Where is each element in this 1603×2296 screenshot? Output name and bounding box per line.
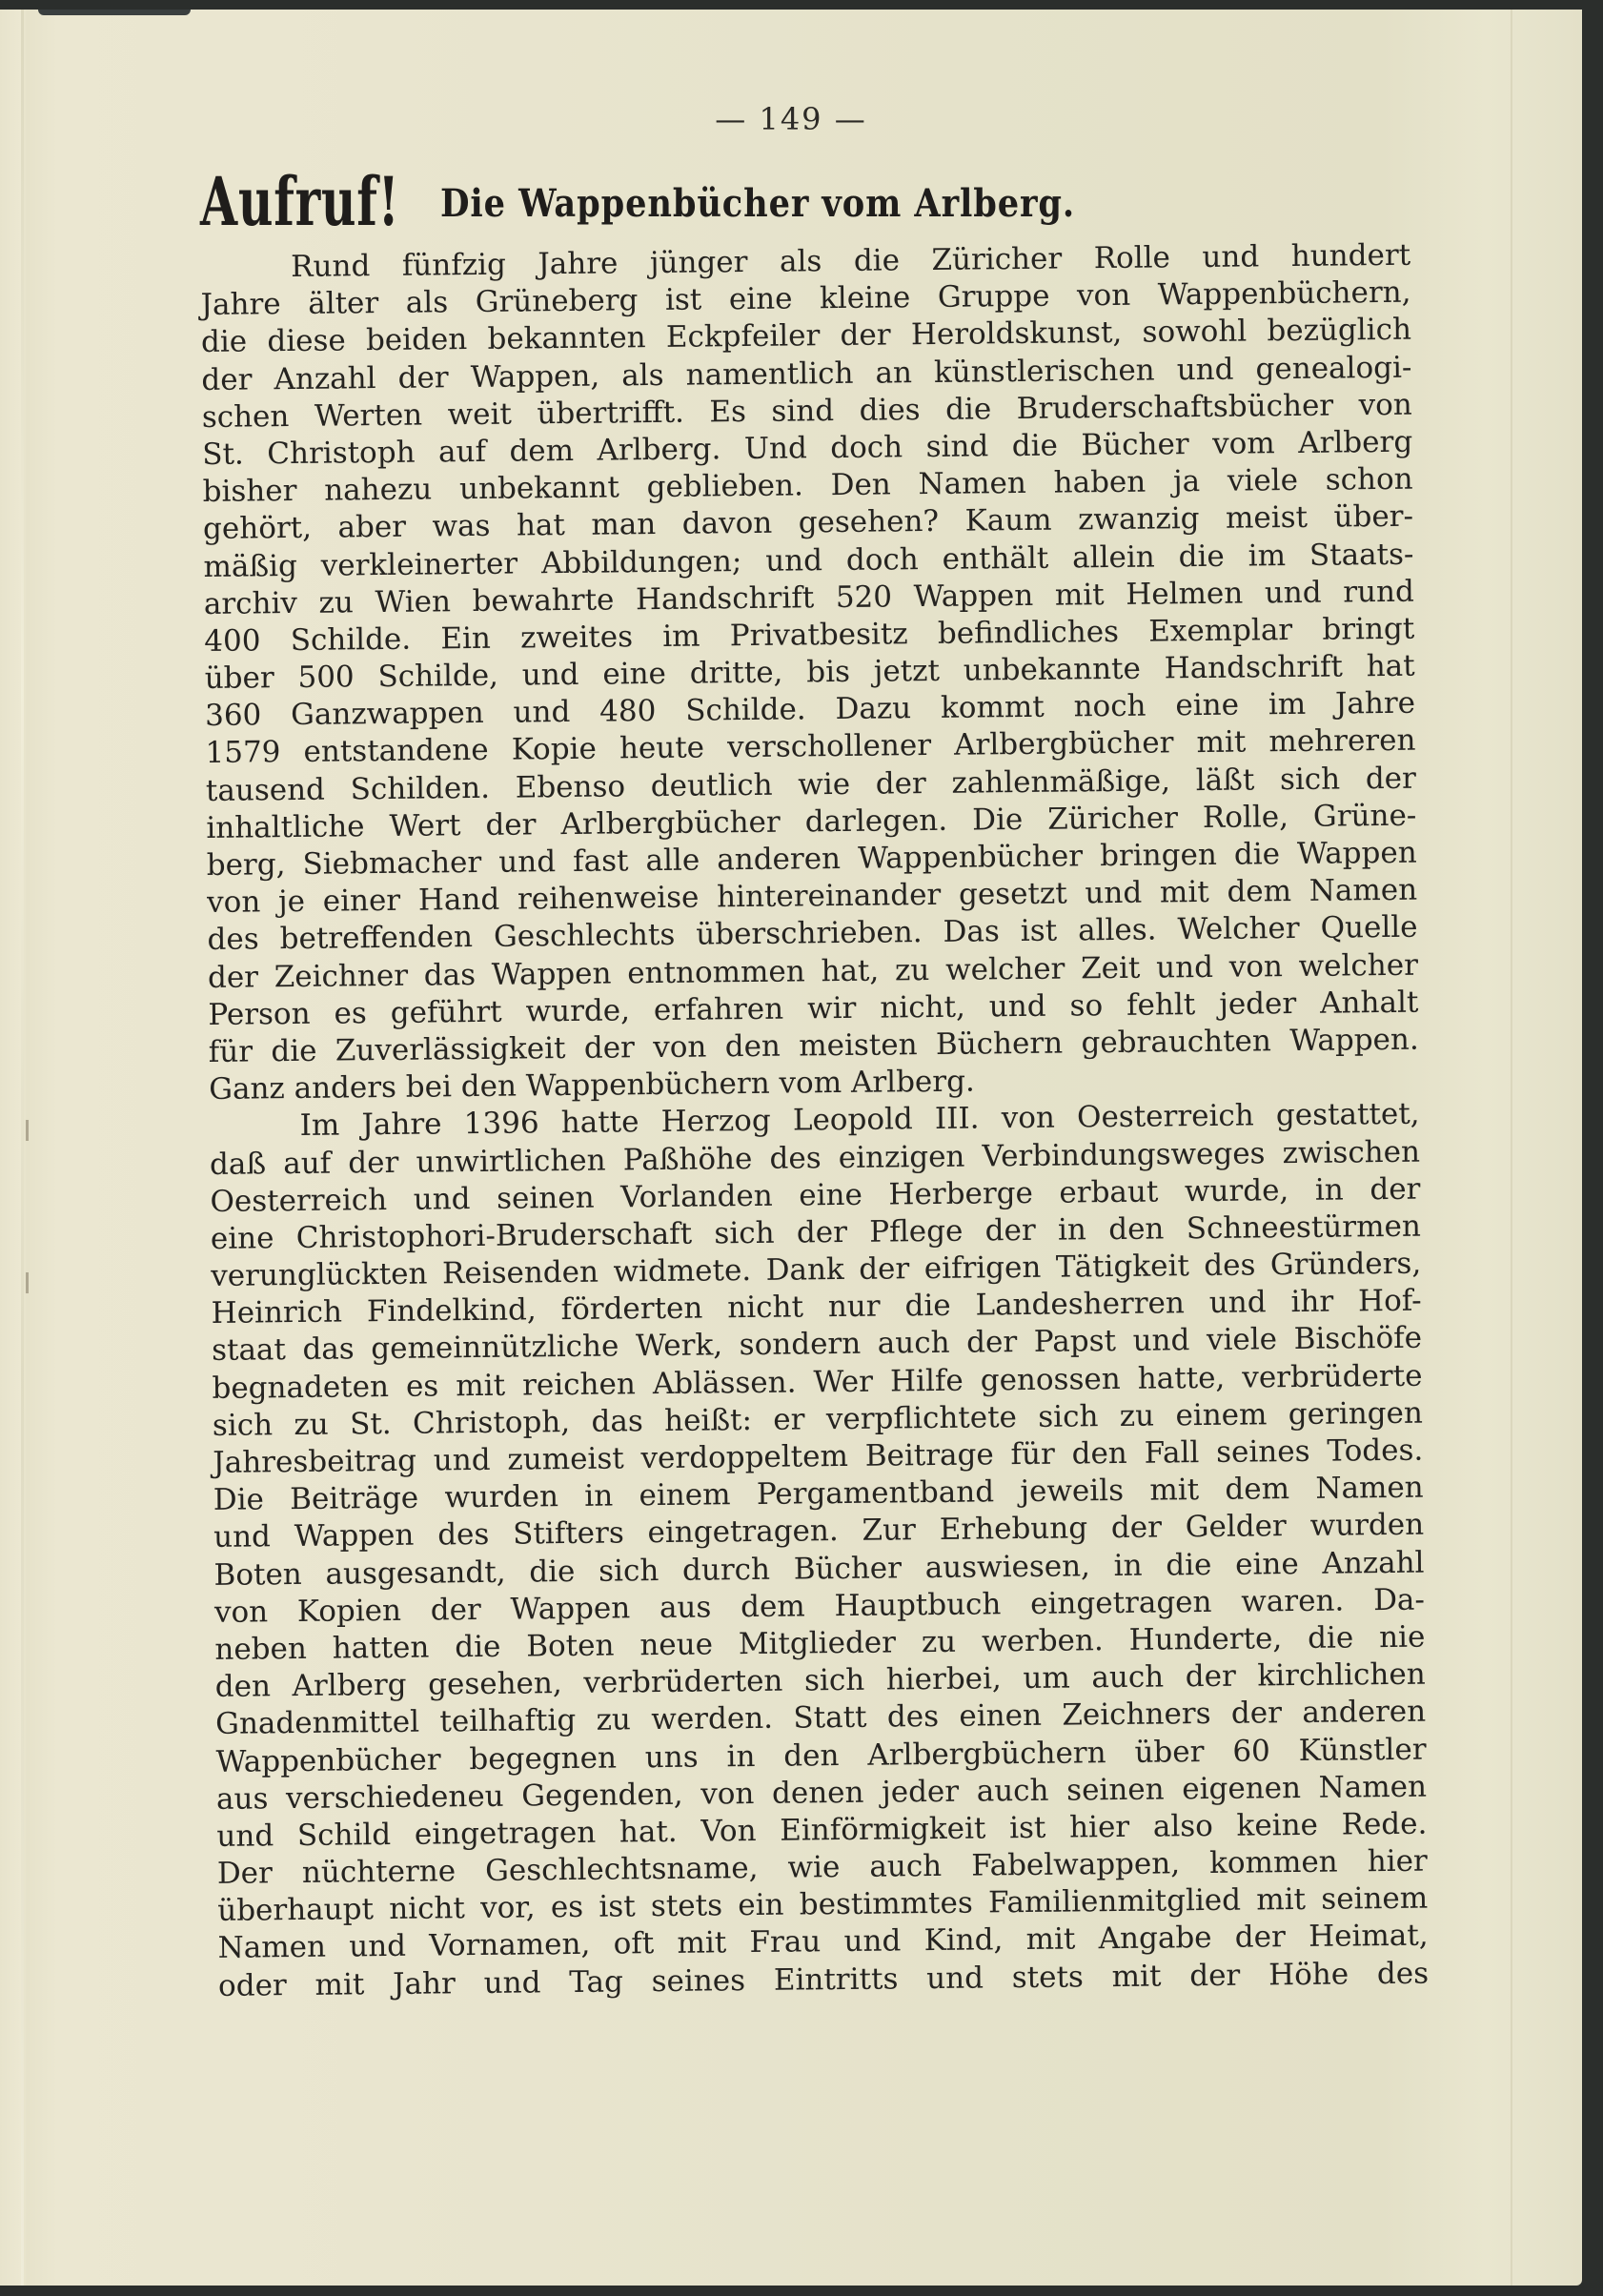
text-line: Person es geführt wurde, erfahren wir nicht, und so fehlt jeder Anhalt bbox=[208, 985, 1419, 1032]
text-line: Im Jahre 1396 hatte Herzog Leopold III. von Oesterreich gestattet, bbox=[299, 1096, 1420, 1144]
text-line: 1579 entstandene Kopie heute verschollener Arlbergbücher mit mehreren bbox=[205, 723, 1416, 771]
text-line: mäßig verkleinerter Abbildungen; und doch enthält allein die im Staats- bbox=[203, 537, 1414, 584]
paragraph-2 bbox=[209, 1096, 1429, 2005]
text-line: des betreffenden Geschlechts überschrieben. Das ist alles. Welcher Quelle bbox=[207, 910, 1418, 958]
text-line: Wappenbücher begegnen uns in den Arlbergbüchern über 60 Künstler bbox=[215, 1732, 1427, 1779]
gutter-fold bbox=[21, 10, 24, 2286]
article-body bbox=[200, 237, 1429, 2005]
top-edge-shadow bbox=[38, 10, 191, 15]
aufruf-heading: Aufruf! bbox=[200, 162, 400, 241]
text-line: tausend Schilden. Ebenso deutlich wie der zahlenmäßige, läßt sich der bbox=[205, 761, 1417, 808]
text-line: 360 Ganzwappen und 480 Schilde. Dazu kommt noch eine im Jahre bbox=[204, 685, 1416, 734]
text-line: über 500 Schilde, und eine dritte, bis jetzt unbekannte Handschrift hat bbox=[204, 648, 1415, 697]
paper-page bbox=[0, 10, 1582, 2286]
text-line: Jahresbeitrag und zumeist verdoppeltem Beitrage für den Fall seines Todes. bbox=[213, 1432, 1424, 1480]
text-line: begnadeten es mit reichen Ablässen. Wer Hilfe genossen hatte, verbrüderte bbox=[212, 1358, 1423, 1406]
text-line: eine Christophori-Bruderschaft sich der Pflege der in den Schneestürmen bbox=[210, 1209, 1421, 1256]
text-line: Der nüchterne Geschlechtsname, wie auch Fabelwappen, kommen hier bbox=[216, 1843, 1428, 1891]
text-line: Rund fünfzig Jahre jünger als die Züricher Rolle und hundert bbox=[291, 237, 1411, 285]
text-line: bisher nahezu unbekannt geblieben. Den Namen haben ja viele schon bbox=[202, 461, 1413, 510]
text-line: Boten ausgesandt, die sich durch Bücher auswiesen, in die eine Anzahl bbox=[213, 1545, 1425, 1593]
text-line: aus verschiedeneu Gegenden, von denen jeder auch seinen eigenen Namen bbox=[215, 1769, 1428, 1817]
text-line: von je einer Hand reihenweise hintereinander gesetzt und mit dem Namen bbox=[206, 872, 1418, 921]
text-line: archiv zu Wien bewahrte Handschrift 520 Wappen mit Helmen und rund bbox=[203, 574, 1415, 621]
text-line: der Anzahl der Wappen, als namentlich an künstlerischen und genealogi- bbox=[201, 350, 1412, 397]
text-line: Gnadenmittel teilhaftig zu werden. Statt des einen Zeichners der anderen bbox=[215, 1694, 1427, 1742]
text-line: berg, Siebmacher und fast alle anderen Wappenbücher bringen die Wappen bbox=[206, 835, 1417, 883]
margin-mark bbox=[26, 1272, 29, 1293]
text-line: daß auf der unwirtlichen Paßhöhe des einzigen Verbindungsweges zwischen bbox=[209, 1134, 1421, 1182]
text-line: Heinrich Findelkind, förderten nicht nur die Landesherren und ihr Hof- bbox=[211, 1283, 1422, 1331]
text-line: und Wappen des Stifters eingetragen. Zur Erhebung der Gelder wurden bbox=[213, 1508, 1425, 1555]
right-edge-fold bbox=[1511, 10, 1512, 2286]
text-line: verunglückten Reisenden widmete. Dank der eifrigen Tätigkeit des Gründers, bbox=[211, 1246, 1422, 1294]
text-line: 400 Schilde. Ein zweites im Privatbesitz befindliches Exemplar bringt bbox=[204, 611, 1415, 659]
article-title: Die Wappenbücher vom Arlberg. bbox=[440, 181, 1076, 226]
text-line: staat das gemeinnützliche Werk, sondern auch der Papst und viele Bischöfe bbox=[211, 1321, 1423, 1369]
text-line: gehört, aber was hat man davon gesehen? Kaum zwanzig meist über- bbox=[202, 498, 1414, 547]
text-line: der Zeichner das Wappen entnommen hat, zu welcher Zeit und von welcher bbox=[207, 947, 1419, 995]
text-line: für die Zuverlässigkeit der von den meisten Büchern gebrauchten Wappen. bbox=[208, 1022, 1419, 1069]
text-line: St. Christoph auf dem Arlberg. Und doch sind die Bücher vom Arlberg bbox=[202, 424, 1413, 472]
text-line: oder mit Jahr und Tag seines Eintritts und stets mit der Höhe des bbox=[217, 1956, 1430, 2003]
text-line: Ganz anders bei den Wappenbüchern vom Arlberg. bbox=[209, 1064, 975, 1107]
page-number: — 149 — bbox=[715, 101, 867, 137]
text-line: Namen und Vornamen, oft mit Frau und Kind, mit Angabe der Heimat, bbox=[217, 1919, 1429, 1966]
text-line: Die Beiträge wurden in einem Pergamentband jeweils mit dem Namen bbox=[213, 1470, 1424, 1518]
paragraph-1 bbox=[200, 237, 1419, 1109]
text-line: und Schild eingetragen hat. Von Einförmigkeit ist hier also keine Rede. bbox=[216, 1806, 1428, 1854]
text-line: die diese beiden bekannten Eckpfeiler der Heroldskunst, sowohl bezüglich bbox=[200, 313, 1412, 360]
text-line: den Arlberg gesehen, verbrüderten sich hierbei, um auch der kirchlichen bbox=[214, 1656, 1426, 1705]
text-line: Oesterreich und seinen Vorlanden eine Herberge erbaut wurde, in der bbox=[210, 1171, 1421, 1219]
margin-mark bbox=[26, 1120, 29, 1141]
text-line: sich zu St. Christoph, das heißt: er verpflichtete sich zu einem geringen bbox=[212, 1395, 1424, 1443]
text-line: inhaltliche Wert der Arlbergbücher darlegen. Die Züricher Rolle, Grüne- bbox=[206, 798, 1417, 845]
text-line: von Kopien der Wappen aus dem Hauptbuch eingetragen waren. Da- bbox=[213, 1582, 1426, 1630]
text-line: neben hatten die Boten neue Mitglieder zu werben. Hunderte, die nie bbox=[214, 1619, 1426, 1667]
text-line: Jahre älter als Grüneberg ist eine kleine Gruppe von Wappenbüchern, bbox=[200, 274, 1411, 323]
text-line: überhaupt nicht vor, es ist stets ein bestimmtes Familienmitglied mit seinem bbox=[217, 1880, 1429, 1929]
text-line: schen Werten weit übertrifft. Es sind dies die Bruderschaftsbücher von bbox=[201, 387, 1412, 435]
